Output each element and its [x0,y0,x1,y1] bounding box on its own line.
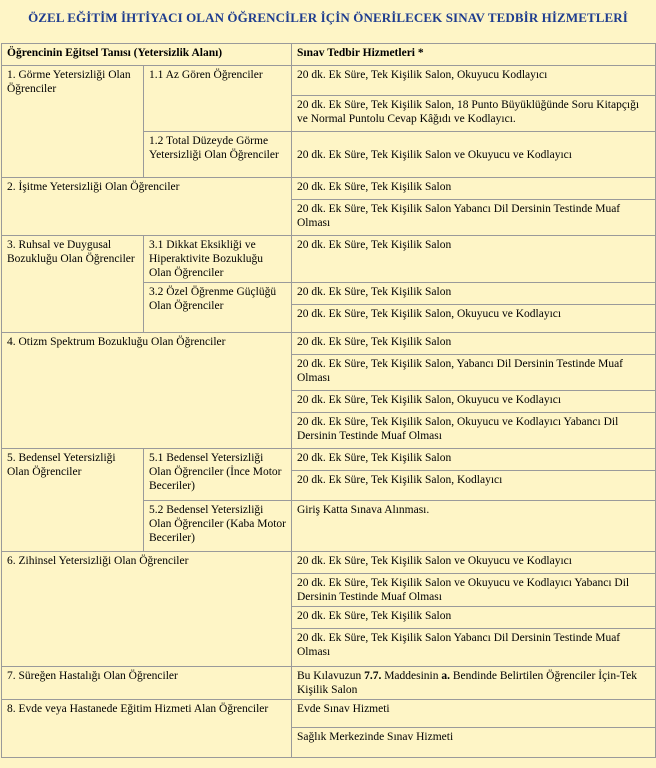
group-label-home-hospital: 8. Evde veya Hastanede Eğitim Hizmeti Alan Öğrenciler [2,700,292,758]
service-cell: 20 dk. Ek Süre, Tek Kişilik Salon, Yabancı Dil Dersinin Testinde Muaf Olması [292,355,656,391]
service-cell: 20 dk. Ek Süre, Tek Kişilik Salon [292,333,656,355]
group-label-chronic: 7. Süreğen Hastalığı Olan Öğrenciler [2,667,292,700]
group-label-hearing: 2. İşitme Yetersizliği Olan Öğrenciler [2,178,292,236]
subgroup-label: 1.2 Total Düzeyde Görme Yetersizliği Olan Öğrenciler [144,132,292,178]
service-text: Bu Kılavuzun [297,670,362,682]
service-cell: 20 dk. Ek Süre, Tek Kişilik Salon ve Okuyucu ve Kodlayıcı Yabancı Dil Dersinin Testinde Muaf Olması [292,574,656,607]
group-label-intellectual: 6. Zihinsel Yetersizliği Olan Öğrenciler [2,552,292,667]
table-row [2,700,656,728]
service-cell: 20 dk. Ek Süre, Tek Kişilik Salon ve Okuyucu ve Kodlayıcı [292,552,656,574]
page-title: ÖZEL EĞİTİM İHTİYACI OLAN ÖĞRENCİLER İÇİN ÖNERİLECEK SINAV TEDBİR HİZMETLERİ [28,10,628,25]
subgroup-label: 3.1 Dikkat Eksikliği ve Hiperaktivite Bozukluğu Olan Öğrenciler [144,236,292,283]
service-cell: 20 dk. Ek Süre, Tek Kişilik Salon [292,236,656,283]
group-label-emotional: 3. Ruhsal ve Duygusal Bozukluğu Olan Öğrenciler [2,236,144,333]
subgroup-label: 5.1 Bedensel Yetersizliği Olan Öğrenciler (İnce Motor Beceriler) [144,449,292,501]
article-number: 7.7. [364,670,382,682]
service-cell: 20 dk. Ek Süre, Tek Kişilik Salon, Okuyucu ve Kodlayıcı [292,305,656,333]
service-cell: 20 dk. Ek Süre, Tek Kişilik Salon [292,449,656,471]
table-row [2,66,656,96]
table-row [2,236,656,283]
header-diagnosis: Öğrencinin Eğitsel Tanısı (Yetersizlik Alanı) [2,44,292,66]
group-label-physical: 5. Bedensel Yetersizliği Olan Öğrenciler [2,449,144,552]
service-cell: Sağlık Merkezinde Sınav Hizmeti [292,728,656,758]
service-text: Bendinde Belirtilen Öğrenciler İçin-Tek Kişilik Salon [297,670,637,696]
table-row [2,552,656,574]
service-cell: 20 dk. Ek Süre, Tek Kişilik Salon, 18 Punto Büyüklüğünde Soru Kitapçığı ve Normal Puntolu Cevap Kâğıdı ve Kodlayıcı. [292,96,656,132]
service-cell: 20 dk. Ek Süre, Tek Kişilik Salon, Okuyucu Kodlayıcı [292,66,656,96]
table-row [2,333,656,355]
service-cell: 20 dk. Ek Süre, Tek Kişilik Salon, Kodlayıcı [292,471,656,501]
service-cell: 20 dk. Ek Süre, Tek Kişilik Salon [292,607,656,629]
service-text: Maddesinin [384,670,439,682]
service-cell: Evde Sınav Hizmeti [292,700,656,728]
table-row [2,667,656,700]
service-cell-chronic [292,667,656,700]
service-cell: 20 dk. Ek Süre, Tek Kişilik Salon Yabancı Dil Dersinin Testinde Muaf Olması [292,629,656,667]
subgroup-label: 5.2 Bedensel Yetersizliği Olan Öğrenciler (Kaba Motor Beceriler) [144,501,292,552]
clause-letter: a. [441,670,451,682]
group-label-autism: 4. Otizm Spektrum Bozukluğu Olan Öğrenciler [2,333,292,449]
subgroup-label: 1.1 Az Gören Öğrenciler [144,66,292,132]
service-cell: 20 dk. Ek Süre, Tek Kişilik Salon ve Okuyucu ve Kodlayıcı [292,132,656,178]
table-header-row [2,44,656,66]
exam-measures-table [1,43,656,758]
service-cell: 20 dk. Ek Süre, Tek Kişilik Salon [292,178,656,200]
table-row [2,178,656,200]
table-row [2,449,656,471]
subgroup-label: 3.2 Özel Öğrenme Güçlüğü Olan Öğrenciler [144,283,292,333]
group-label-visual: 1. Görme Yetersizliği Olan Öğrenciler [2,66,144,178]
service-cell: Giriş Katta Sınava Alınması. [292,501,656,552]
service-cell: 20 dk. Ek Süre, Tek Kişilik Salon Yabancı Dil Dersinin Testinde Muaf Olması [292,200,656,236]
header-services: Sınav Tedbir Hizmetleri * [292,44,656,66]
service-cell: 20 dk. Ek Süre, Tek Kişilik Salon, Okuyucu ve Kodlayıcı Yabancı Dil Dersinin Testinde Muaf Olması [292,413,656,449]
service-cell: 20 dk. Ek Süre, Tek Kişilik Salon [292,283,656,305]
service-cell: 20 dk. Ek Süre, Tek Kişilik Salon, Okuyucu ve Kodlayıcı [292,391,656,413]
